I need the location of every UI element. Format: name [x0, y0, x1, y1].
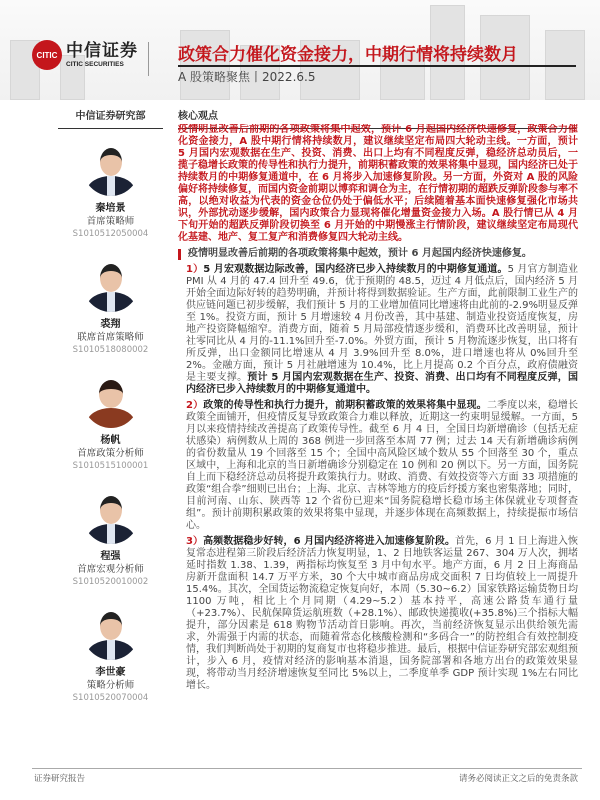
analyst-title: 首席政策分析师 — [77, 448, 144, 459]
logo-cn: 中信证券 — [66, 41, 138, 61]
analyst-name: 秦培景 — [95, 203, 126, 214]
footer-rule — [32, 768, 582, 769]
para-number: 1） — [186, 264, 204, 275]
core-summary: 疫情明显改善后前期的各项政策将集中起效，预计 6 月起国内经济快速修复，政策合力催化资金接力，A 股中期行情将持续数月，建议继续坚定布局四大轮动主线。一方面，预计 5 月国内宏观数据在生产、投资、消费、出口上均有不同程度反弹，稳经济总动员后，一揽子稳增长政策的传导性和执行力提升，前期积蓄政策的效果将集中显现，国内经济已处于持续数月的中期修复通道中，在 6 月将步入加速修复阶段。另一方面，外资对 A 股的风险偏好将持续修复，而国内资金前期以博弈和调仓为主，在行情初期的超跌反弹阶段参与率不高，以绝对收益为代表的资金仓位仍处于偏低水平；后续随着基本面快速修复强化市场共识，外部扰动逐步缓解，国内政策合力显现将催化增量资金接力入场。A 股行情已从 4 月下旬开始的超跌反弹阶段切换至 6 月开始的中期慢涨主行情阶段，建议继续坚定布局现代化基建、地产、复工复产和消费修复四大轮动主线。 — [178, 124, 578, 243]
para-body: 5 月官方制造业 PMI 从 4 月的 47.4 回升至 49.6，优于预期的 48.5，迈过 4 月低点后，国内经济 5 月开始全面边际好转的趋势明确，并预计将得到数据验证。生产方面，此前限制工业生产的供应链问题已初步缓解，我们预计 5 月的工业增加值同比增速将由此前的-2.9%明显反弹至 1%。投资方面，预计 5 月增速较 4 月份改善，其中基建、制造业投资适度恢复，房地产投资降幅缩窄。消费方面，随着 5 月局部疫情逐步缓和，消费环比改善明显，预计社零同比从 4 月的-11.1%回升至-7.0%。外贸方面，预计 5 月物流逐步恢复，出口将有所反弹，出口金额同比增速从 4 月 3.9%回升至 8.0%，进口增速也将从 0%回升至 2%。金融方面，预计 5 月社融增速为 10.4%，比上月提高 0.2 个百分点，政府债融资是主要支撑。 — [186, 264, 578, 383]
analyst-card — [58, 372, 163, 488]
avatar — [83, 604, 139, 660]
paragraph-2 — [178, 400, 578, 532]
analyst-card — [58, 140, 163, 256]
analyst-id: S1010520070004 — [72, 693, 149, 703]
para-number: 2） — [186, 400, 204, 411]
analyst-card — [58, 604, 163, 720]
para-number: 3） — [186, 536, 204, 547]
seal-text: CITIC — [36, 50, 58, 60]
avatar — [83, 140, 139, 196]
avatar — [83, 256, 139, 312]
citic-seal-icon — [32, 40, 62, 70]
footer-disclaimer: 请务必阅读正文之后的免责条款 — [458, 774, 578, 784]
analyst-card — [58, 488, 163, 604]
para-tail: 预计 5 月国内宏观数据在生产、投资、消费、出口均有不同程度反弹，国内经济已步入持续数月的中期修复通道中。 — [186, 372, 578, 395]
analyst-id: S1010518080002 — [72, 345, 149, 355]
footer-label: 证券研究报告 — [34, 774, 86, 784]
report-title: 政策合力催化资金接力，中期行情将持续数月 — [178, 45, 518, 65]
avatar — [83, 488, 139, 544]
analyst-id: S1010515100001 — [72, 461, 149, 471]
analyst-name: 裘翔 — [100, 319, 121, 330]
report-subtitle: A 股策略聚焦丨2022.6.5 — [178, 70, 316, 84]
analyst-list — [58, 140, 163, 720]
bullet-bar-icon — [178, 249, 181, 260]
avatar — [83, 372, 139, 428]
logo-divider — [148, 42, 149, 76]
para-body: 二季度以来，稳增长政策全面铺开，但疫情反复导致政策合力难以释放，近期这一约束明显缓解。一方面，5 月以来疫情持续改善提高了政策传导性。截至 6 月 4 日，全国日均新增确诊（包括无症状感染）病例数从上周的 368 例进一步回落至本周 77 例；过去 14 天有新增确诊病例的省份数量从 19 个回落至 15 个；全国中高风险区域个数从 55 个回落至 30 个，重点区域中，上海和北京的当日新增确诊分别稳定在 10 例和 20 例以下。另一方面，国务院自上而下稳经济总动员将提升政策执行力。财政、消费、有效投资等六方面 33 项措施的政策“组合拳”细则已出台；上海、北京、吉林等地方的疫后纾援方案也密集落地；同时，目前河南、山东、陕西等 12 个省份已迎来“国务院稳增长稳市场主体保就业专项督查组”。预计前期积累政策的效果将集中显现，并逐步体现在高频数据上，持续提振市场信心。 — [186, 400, 578, 531]
main-heading: 核心观点 — [178, 107, 576, 129]
citic-logo — [32, 40, 138, 70]
paragraph-3 — [178, 536, 578, 692]
analyst-card — [58, 256, 163, 372]
analyst-id: S1010520010002 — [72, 577, 149, 587]
analyst-name: 李世豪 — [95, 667, 126, 678]
analyst-name: 杨帆 — [100, 435, 121, 446]
section-bullet — [178, 248, 578, 260]
analyst-title: 首席策略师 — [86, 216, 135, 227]
sidebar-heading: 中信证券研究部 — [58, 107, 163, 129]
analyst-title: 联席首席策略师 — [77, 332, 144, 343]
main-content — [178, 124, 578, 760]
analyst-id: S1010512050004 — [72, 229, 149, 239]
para-lead: 政策的传导性和执行力提升，前期积蓄政策的效果将集中显现。 — [203, 400, 487, 411]
bullet-text: 疫情明显改善后前期的各项政策将集中起效，预计 6 月起国内经济快速修复。 — [188, 248, 532, 259]
title-rule — [178, 65, 576, 67]
logo-en: CITIC SECURITIES — [66, 61, 124, 68]
analyst-title: 策略分析师 — [86, 680, 135, 691]
para-lead: 高频数据稳步好转，6 月国内经济将进入加速修复阶段。 — [203, 536, 455, 547]
analyst-name: 程强 — [100, 551, 121, 562]
paragraph-1 — [178, 264, 578, 396]
analyst-title: 首席宏观分析师 — [77, 564, 144, 575]
para-lead: 5 月宏观数据边际改善，国内经济已步入持续数月的中期修复通道。 — [203, 264, 508, 275]
para-body: 首先，6 月 1 日上海进入恢复常态进程第三阶段后经济活力恢复明显，1、2 日地铁客运量 267、304 万人次，拥堵延时指数 1.38、1.39，两指标均恢复至 3 月中旬水平。地产方面，6 月 2 日上海商品房新开盘面积 14.7 万平方米，30 个大中城市商品房成交面积 7 日均值较上一周提升 15.4%。其次，全国货运物流稳定恢复向好，本周（5.30~6.2）国家铁路运输货物日均 1100 万吨，相比上个月同期（4.29~5.2）基本持平，高速公路货车通行量（+23.7%）、民航保障货运航班数（+28.1%）、邮政快递揽收(+35.8%)三个指标大幅提升，部分因素是 618 购物节活动首日影响。再次，当前经济恢复显示出供给领先需求，外需强于内需的状态，而随着常态化核酸检测和“多码合一”的防控组合有效控制疫情，我们判断尚处于初期的复商复市也将稳步推进。最后，根据中信证券研究部宏观组预计，步入 6 月，疫情对经济的影响基本消退，国务院部署和各地方出台的政策效果显现，将带动当月经济增速恢复至同比 5%以上，二季度单季 GDP 预计实现 1%左右同比增长。 — [186, 536, 578, 691]
